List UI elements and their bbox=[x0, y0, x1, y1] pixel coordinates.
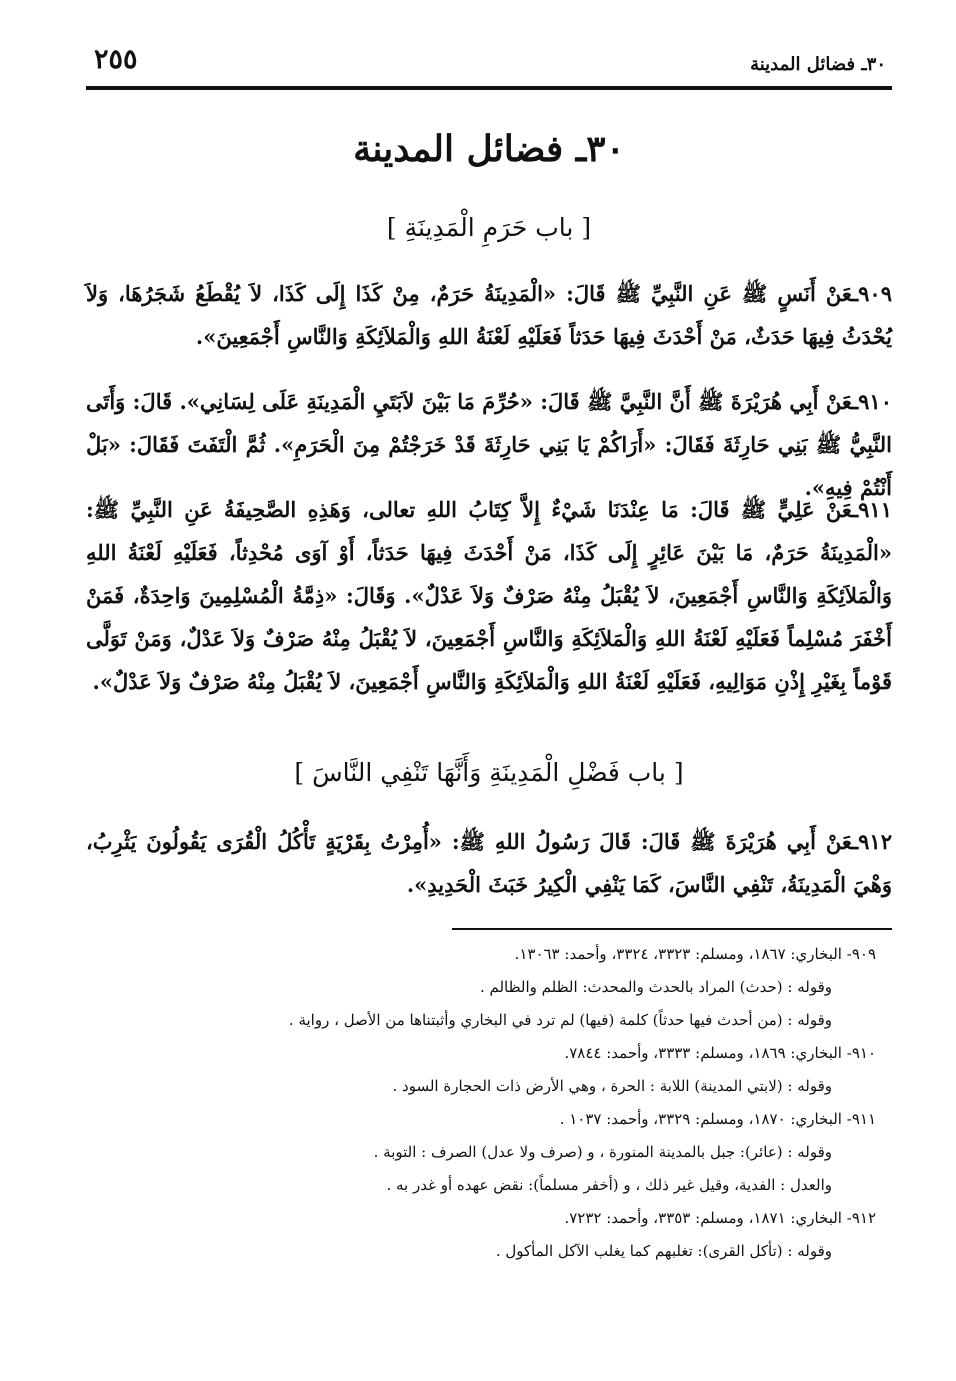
footnote: وقوله : (حدث) المراد بالحدث والمحدث: الظلم والظالم . bbox=[479, 978, 832, 996]
header-rule bbox=[86, 86, 892, 90]
chapter-title: ٣٠ـ فضائل المدينة bbox=[353, 128, 625, 170]
footnote: وقوله : (تأكل القرى): تغلبهم كما يغلب الآكل المأكول . bbox=[495, 1242, 832, 1260]
hadith-909 bbox=[86, 272, 892, 358]
hadith-text: عَنْ عَلِيٍّ ﷺ قَالَ: مَا عِنْدَنَا شَيْءٌ إِلاَّ كِتَابُ اللهِ تعالى، وَهَذِهِ الصَّحِيفَةُ عَنِ النَّبِيِّ ﷺ: «الْمَدِينَةُ حَرَمٌ، مَا بَيْنَ عَائِرٍ إِلَى كَذَا، مَنْ أَحْدَثَ فِيهَا حَدَثاً، أَوْ آوَى مُحْدِثاً، فَعَلَيْهِ لَعْنَةُ اللهِ وَالْمَلاَئِكَةِ وَالنَّاسِ أَجْمَعِينَ، لاَ يُقْبَلُ مِنْهُ صَرْفٌ وَلاَ عَدْلٌ». وَقَالَ: «ذِمَّةُ الْمُسْلِمِينَ وَاحِدَةٌ، فَمَنْ أَخْفَرَ مُسْلِماً فَعَلَيْهِ لَعْنَةُ اللهِ وَالْمَلاَئِكَةِ وَالنَّاسِ أَجْمَعِينَ، لاَ يُقْبَلُ مِنْهُ صَرْفٌ وَلاَ عَدْلٌ، وَمَنْ تَوَلَّى قَوْماً بِغَيْرِ إِذْنِ مَوَالِيهِ، فَعَلَيْهِ لَعْنَةُ اللهِ وَالْمَلاَئِكَةِ وَالنَّاسِ أَجْمَعِينَ، لاَ يُقْبَلُ مِنْهُ صَرْفٌ وَلاَ عَدْلٌ». bbox=[86, 497, 892, 694]
hadith-text: عَنْ أَنَسٍ ﷺ عَنِ النَّبِيِّ ﷺ قَالَ: «الْمَدِينَةُ حَرَمٌ، مِنْ كَذَا إِلَى كَذَا، لاَ يُقْطَعُ شَجَرُهَا، وَلاَ يُحْدَثُ فِيهَا حَدَثٌ، مَنْ أَحْدَثَ فِيهَا حَدَثاً فَعَلَيْهِ لَعْنَةُ اللهِ وَالْمَلاَئِكَةِ وَالنَّاسِ أَجْمَعِينَ». bbox=[86, 281, 892, 349]
footnotes bbox=[76, 938, 876, 1268]
footnote: ٩١٢- البخاري: ١٨٧١، ومسلم: ٣٣٥٣، وأحمد: ٧٢٣٢. bbox=[564, 1209, 876, 1227]
hadith-number: ٩٠٩ـ bbox=[852, 281, 892, 306]
footnote: وقوله : (عائر): جبل بالمدينة المنورة ، و (صرف ولا عدل) الصرف : التوبة . bbox=[373, 1143, 832, 1161]
hadith-text: عَنْ أَبِي هُرَيْرَةَ ﷺ قَالَ: قَالَ رَسُولُ اللهِ ﷺ: «أُمِرْتُ بِقَرْيَةٍ تَأْكُلُ الْقُرَى يَقُولُونَ يَثْرِبُ، وَهْيَ الْمَدِينَةُ، تَنْفِي النَّاسَ، كَمَا يَنْفِي الْكِيرُ خَبَثَ الْحَدِيدِ». bbox=[86, 829, 892, 897]
footnote: وقوله : (لابتي المدينة) اللابة : الحرة ، وهي الأرض ذات الحجارة السود . bbox=[392, 1077, 832, 1095]
footnote: وقوله : (من أحدث فيها حدثاً) كلمة (فيها) لم ترد في البخاري وأثبتناها من الأصل ، رواية . bbox=[288, 1011, 832, 1029]
hadith-number: ٩١١ـ bbox=[852, 497, 892, 522]
footnote: ٩١٠- البخاري: ١٨٦٩، ومسلم: ٣٣٣٣، وأحمد: ٧٨٤٤. bbox=[564, 1044, 876, 1062]
running-title: ٣٠ـ فضائل المدينة bbox=[750, 54, 886, 75]
section-heading: [ باب حَرَمِ الْمَدِينَةِ ] bbox=[386, 213, 592, 242]
hadith-text: عَنْ أَبِي هُرَيْرَةَ ﷺ أَنَّ النَّبِيَّ ﷺ قَالَ: «حُرِّمَ مَا بَيْنَ لاَبَتَيِ الْمَدِينَةِ عَلَى لِسَانِي». قَالَ: وَأَتَى النَّبِيُّ ﷺ بَنِي حَارِثَةَ فَقَالَ: «أَرَاكُمْ يَا بَنِي حَارِثَةَ قَدْ خَرَجْتُمْ مِنَ الْحَرَمِ». ثُمَّ الْتَفَتَ فَقَالَ: «بَلْ أَنْتُمْ فِيهِ». bbox=[86, 389, 892, 500]
hadith-number: ٩١٢ـ bbox=[852, 829, 892, 854]
footnote: ٩٠٩- البخاري: ١٨٦٧، ومسلم: ٣٣٢٣، ٣٣٢٤، وأحمد: ١٣٠٦٣. bbox=[514, 945, 876, 963]
page-number: ٢٥٥ bbox=[94, 44, 138, 75]
section-heading: [ باب فَضْلِ الْمَدِينَةِ وَأَنَّهَا تَنْفِي النَّاسَ ] bbox=[294, 758, 684, 787]
footnote: والعدل : الفدية، وقيل غير ذلك ، و (أخفر مسلماً): نقض عهده أو غدر به . bbox=[386, 1176, 832, 1194]
page-header bbox=[86, 42, 892, 88]
footnote: ٩١١- البخاري: ١٨٧٠، ومسلم: ٣٣٢٩، وأحمد: ١٠٣٧ . bbox=[559, 1110, 876, 1128]
footnote-separator bbox=[452, 928, 892, 930]
hadith-911 bbox=[86, 488, 892, 703]
hadith-912 bbox=[86, 820, 892, 906]
hadith-number: ٩١٠ـ bbox=[852, 389, 892, 414]
